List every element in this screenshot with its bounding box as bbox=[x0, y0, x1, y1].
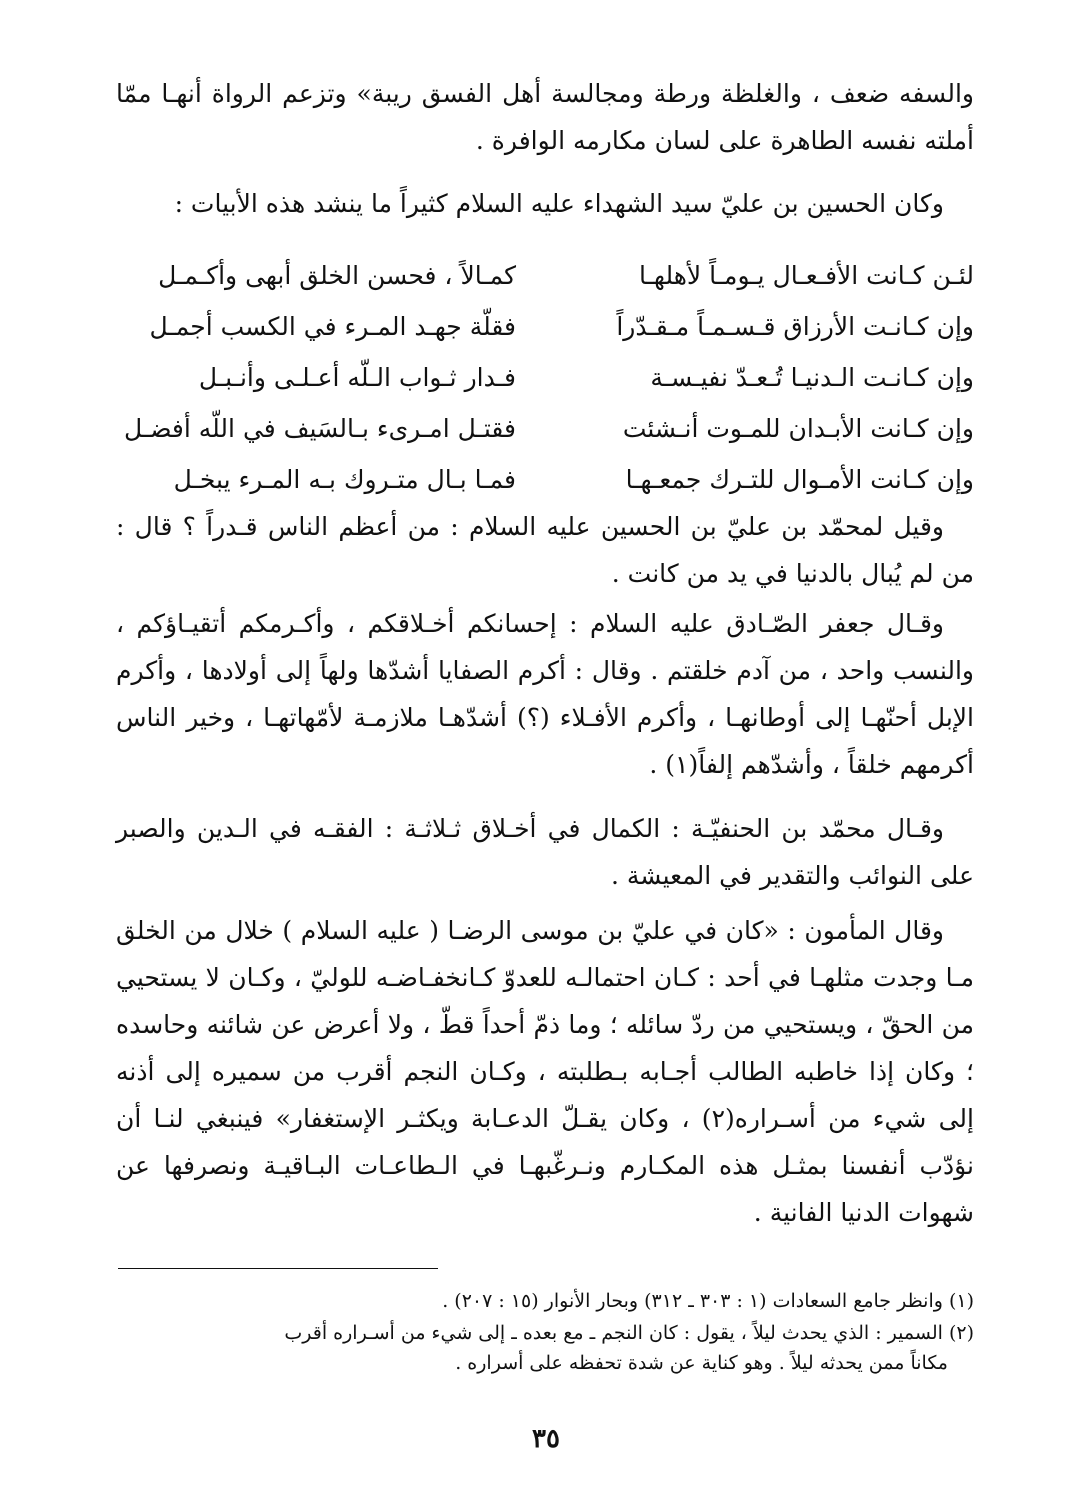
verse-second-hemistich: فـدار ثـواب الـلّه أعـلـى وأنـبـل bbox=[198, 363, 516, 392]
paragraph-1: والسفه ضعف ، والغلظة ورطة ومجالسة أهل الفسق ريبة» وتزعم الرواة أنهـا ممّا أملته نفسه الطاهرة على لسان مكارمه الوافرة . bbox=[116, 79, 974, 155]
paragraph-block-4 bbox=[116, 600, 974, 788]
verse-second-hemistich: فمـا بـال متـروك بـه المـرء يبخـل bbox=[173, 465, 516, 494]
paragraph-6: وقال المأمون : «كان في عليّ بن موسى الرضـا ( عليه السلام ) خلال من الخلق مـا وجدت مثلهـا في أحد : كـان احتمالـه للعدوّ كـانخفـاضـه للوليّ ، وكـان لا يستحيي من الحقّ ، ويستحيي من ردّ سائله ؛ وما ذمّ أحداً قطّ ، ولا أعرض عن شائنه وحاسده ؛ وكان إذا خاطبه الطالب أجـابه بـطلبته ، وكـان النجم أقرب من سميره إلى أذنه إلى شيء من أسـراره(٢) ، وكان يقـلّ الدعـابة ويكثـر الإستغفار» فينبغي لنـا أن نؤدّب أنفسنا بمثـل هذه المكـارم ونـرغّبهـا في الـطاعـات البـاقيـة ونصرفها عن شهوات الدنيا الفانية . bbox=[116, 916, 974, 1227]
paragraph-block-3 bbox=[116, 503, 974, 597]
footnote-2-line-1: (٢) السمير : الذي يحدث ليلاً ، يقول : كان النجم ـ مع بعده ـ إلى شيء من أسـراره أقرب bbox=[284, 1322, 974, 1344]
paragraph-2: وكان الحسين بن عليّ سيد الشهداء عليه السلام كثيراً ما ينشد هذه الأبيات : bbox=[174, 189, 944, 218]
poem-verse bbox=[116, 250, 974, 301]
paragraph-4: وقـال جعفر الصّـادق عليه السلام : إحسانكم أخـلاقكم ، وأكـرمكم أتقيـاؤكم ، والنسب واحد ، من آدم خلقتم . وقال : أكرم الصفايا أشدّها ولهاً إلى أولادها ، وأكرم الإبل أحنّهـا إلى أوطانهـا ، وأكرم الأفـلاء (؟) أشدّهـا ملازمـة لأمّهاتهـا ، وخير الناس أكرمهم خلقاً ، وأشدّهم إلفاً(١) . bbox=[116, 609, 974, 779]
paragraph-block-1 bbox=[116, 70, 974, 164]
verse-second-hemistich: كمـالاً ، فحسن الخلق أبهى وأكـمـل bbox=[158, 261, 516, 290]
verse-first-hemistich: وإن كـانـت الأرزاق قـسـمـاً مـقـدّراً bbox=[616, 312, 974, 341]
poem-verse bbox=[116, 454, 974, 505]
verse-second-hemistich: فقتـل امـرىء بـالسَيف في اللّه أفضـل bbox=[123, 414, 516, 443]
footnote-2-line-2: مكاناً ممن يحدثه ليلاً . وهو كناية عن شدة تحفظه على أسراره . bbox=[455, 1352, 948, 1374]
verse-second-hemistich: فقلّة جهـد المـرء في الكسب أجمـل bbox=[149, 312, 516, 341]
paragraph-block-6 bbox=[116, 907, 974, 1236]
paragraph-3: وقيل لمحمّد بن عليّ بن الحسين عليه السلام : من أعظم الناس قـدراً ؟ قال : من لم يُبال بالدنيا في يد من كانت . bbox=[116, 512, 974, 588]
poem bbox=[116, 250, 974, 505]
verse-first-hemistich: وإن كـانـت الـدنيـا تُـعـدّ نفيـسـة bbox=[650, 363, 974, 392]
footnotes bbox=[116, 1286, 974, 1380]
verse-first-hemistich: لئـن كـانت الأفـعـال يـومـاً لأهلهـا bbox=[638, 261, 974, 290]
poem-verse bbox=[116, 352, 974, 403]
verse-first-hemistich: وإن كـانت الأمـوال للتـرك جمعـهـا bbox=[625, 465, 974, 494]
paragraph-block-2 bbox=[116, 180, 974, 227]
poem-verse bbox=[116, 403, 974, 454]
verse-first-hemistich: وإن كـانت الأبـدان للمـوت أنـشئت bbox=[622, 414, 974, 443]
footnote-1: (١) وانظر جامع السعادات (١ : ٣٠٣ ـ ٣١٢) وبحار الأنوار (١٥ : ٢٠٧) . bbox=[442, 1290, 974, 1312]
page-number: ٣٥ bbox=[532, 1424, 560, 1454]
paragraph-block-5 bbox=[116, 805, 974, 899]
paragraph-5: وقـال محمّد بن الحنفيّـة : الكمال في أخـلاق ثـلاثـة : الفقـه في الـدين والصبر على النوائب والتقدير في المعيشة . bbox=[116, 814, 974, 890]
poem-verse bbox=[116, 301, 974, 352]
footnote-separator bbox=[118, 1268, 438, 1269]
footnote-2 bbox=[116, 1318, 974, 1378]
